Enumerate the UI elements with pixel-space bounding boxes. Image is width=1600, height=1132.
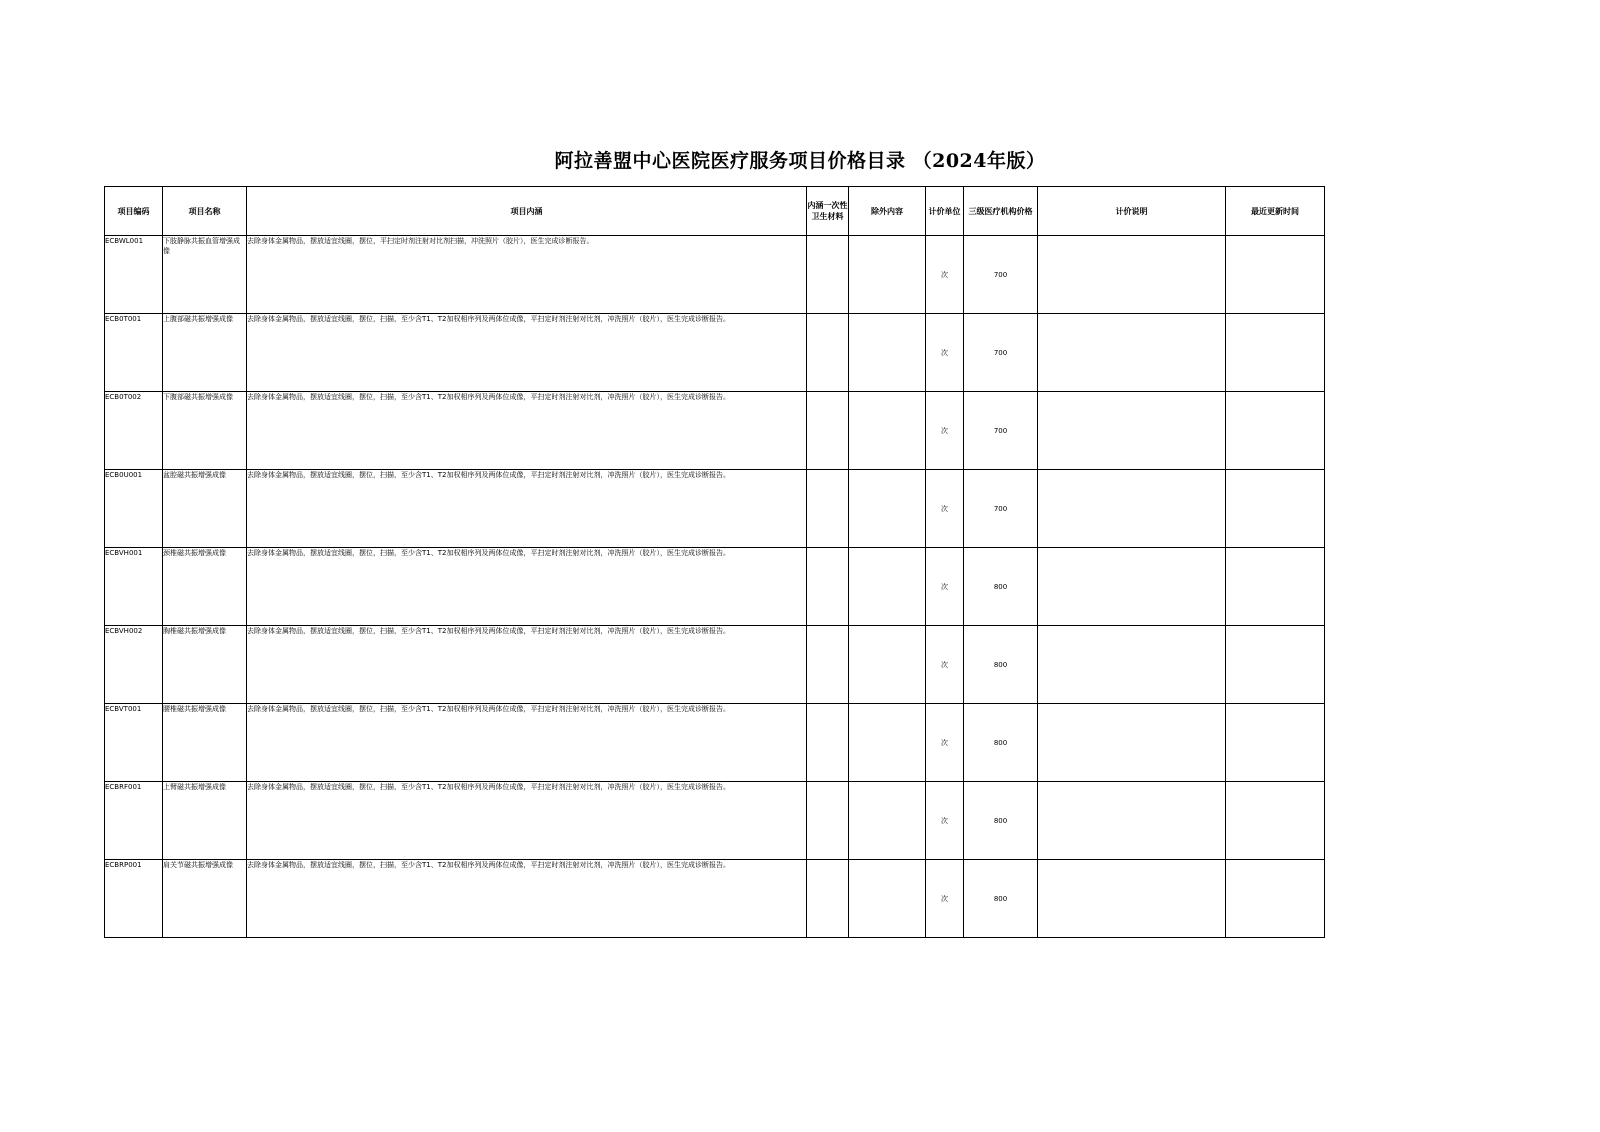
cell-content: 去除身体金属物品，摆放适宜线圈，摆位，扫描，至少含T1、T2加权相序列及两体位成像，平扫定时剂注射对比剂，冲洗照片（胶片），医生完成诊断报告。 bbox=[247, 548, 807, 626]
table-row bbox=[105, 626, 1325, 704]
cell-updated bbox=[1226, 392, 1325, 470]
cell-note bbox=[1038, 392, 1226, 470]
cell-name: 下肢静脉共振血管增强成像 bbox=[163, 236, 247, 314]
cell-consumable bbox=[807, 314, 849, 392]
table-row bbox=[105, 470, 1325, 548]
cell-content: 去除身体金属物品，摆放适宜线圈，摆位，扫描，至少含T1、T2加权相序列及两体位成像，平扫定时剂注射对比剂，冲洗照片（胶片），医生完成诊断报告。 bbox=[247, 626, 807, 704]
cell-price: 800 bbox=[964, 782, 1038, 860]
cell-note bbox=[1038, 236, 1226, 314]
cell-name: 上臂磁共振增强成像 bbox=[163, 782, 247, 860]
table-row bbox=[105, 392, 1325, 470]
cell-updated bbox=[1226, 782, 1325, 860]
cell-note bbox=[1038, 470, 1226, 548]
cell-name: 胸椎磁共振增强成像 bbox=[163, 626, 247, 704]
cell-updated bbox=[1226, 314, 1325, 392]
cell-unit: 次 bbox=[926, 314, 964, 392]
cell-code: ECBVH001 bbox=[105, 548, 163, 626]
cell-name: 上腹部磁共振增强成像 bbox=[163, 314, 247, 392]
header-name: 项目名称 bbox=[163, 187, 247, 236]
cell-content: 去除身体金属物品，摆放适宜线圈，摆位，扫描，至少含T1、T2加权相序列及两体位成像，平扫定时剂注射对比剂，冲洗照片（胶片），医生完成诊断报告。 bbox=[247, 860, 807, 938]
cell-name: 腰椎磁共振增强成像 bbox=[163, 704, 247, 782]
cell-code: ECBRP001 bbox=[105, 860, 163, 938]
cell-code: ECBVT001 bbox=[105, 704, 163, 782]
cell-name: 颈椎磁共振增强成像 bbox=[163, 548, 247, 626]
cell-name: 盆腔磁共振增强成像 bbox=[163, 470, 247, 548]
price-table bbox=[104, 186, 1325, 938]
cell-updated bbox=[1226, 470, 1325, 548]
header-note: 计价说明 bbox=[1038, 187, 1226, 236]
header-content: 项目内涵 bbox=[247, 187, 807, 236]
header-code: 项目编码 bbox=[105, 187, 163, 236]
cell-consumable bbox=[807, 626, 849, 704]
cell-price: 700 bbox=[964, 392, 1038, 470]
header-price: 三级医疗机构价格 bbox=[964, 187, 1038, 236]
cell-code: ECB0T002 bbox=[105, 392, 163, 470]
header-consumable: 内涵一次性卫生材料 bbox=[807, 187, 849, 236]
header-exclusion: 除外内容 bbox=[849, 187, 926, 236]
cell-unit: 次 bbox=[926, 860, 964, 938]
cell-updated bbox=[1226, 236, 1325, 314]
cell-exclusion bbox=[849, 314, 926, 392]
cell-note bbox=[1038, 704, 1226, 782]
cell-updated bbox=[1226, 626, 1325, 704]
header-row bbox=[105, 187, 1325, 236]
cell-note bbox=[1038, 860, 1226, 938]
cell-exclusion bbox=[849, 392, 926, 470]
cell-updated bbox=[1226, 860, 1325, 938]
table-row bbox=[105, 860, 1325, 938]
cell-note bbox=[1038, 782, 1226, 860]
cell-content: 去除身体金属物品，摆放适宜线圈，摆位，扫描，至少含T1、T2加权相序列及两体位成像，平扫定时剂注射对比剂，冲洗照片（胶片），医生完成诊断报告。 bbox=[247, 470, 807, 548]
cell-content: 去除身体金属物品，摆放适宜线圈，摆位，平扫定时剂注射对比剂扫描，冲洗照片（胶片），医生完成诊断报告。 bbox=[247, 236, 807, 314]
cell-consumable bbox=[807, 782, 849, 860]
cell-exclusion bbox=[849, 782, 926, 860]
cell-code: ECBWL001 bbox=[105, 236, 163, 314]
cell-price: 800 bbox=[964, 860, 1038, 938]
cell-note bbox=[1038, 548, 1226, 626]
cell-price: 800 bbox=[964, 704, 1038, 782]
cell-content: 去除身体金属物品，摆放适宜线圈，摆位，扫描，至少含T1、T2加权相序列及两体位成像，平扫定时剂注射对比剂，冲洗照片（胶片），医生完成诊断报告。 bbox=[247, 782, 807, 860]
header-updated: 最近更新时间 bbox=[1226, 187, 1325, 236]
cell-content: 去除身体金属物品，摆放适宜线圈，摆位，扫描，至少含T1、T2加权相序列及两体位成像，平扫定时剂注射对比剂，冲洗照片（胶片），医生完成诊断报告。 bbox=[247, 392, 807, 470]
cell-unit: 次 bbox=[926, 626, 964, 704]
cell-unit: 次 bbox=[926, 236, 964, 314]
cell-note bbox=[1038, 314, 1226, 392]
cell-content: 去除身体金属物品，摆放适宜线圈，摆位，扫描，至少含T1、T2加权相序列及两体位成像，平扫定时剂注射对比剂，冲洗照片（胶片），医生完成诊断报告。 bbox=[247, 314, 807, 392]
cell-price: 800 bbox=[964, 548, 1038, 626]
cell-consumable bbox=[807, 548, 849, 626]
cell-exclusion bbox=[849, 860, 926, 938]
cell-unit: 次 bbox=[926, 392, 964, 470]
cell-unit: 次 bbox=[926, 704, 964, 782]
cell-updated bbox=[1226, 704, 1325, 782]
cell-exclusion bbox=[849, 704, 926, 782]
cell-price: 700 bbox=[964, 314, 1038, 392]
cell-updated bbox=[1226, 548, 1325, 626]
cell-code: ECB0T001 bbox=[105, 314, 163, 392]
cell-code: ECBRF001 bbox=[105, 782, 163, 860]
table-row bbox=[105, 314, 1325, 392]
cell-exclusion bbox=[849, 548, 926, 626]
cell-exclusion bbox=[849, 470, 926, 548]
cell-name: 下腹部磁共振增强成像 bbox=[163, 392, 247, 470]
cell-consumable bbox=[807, 860, 849, 938]
cell-content: 去除身体金属物品，摆放适宜线圈，摆位，扫描，至少含T1、T2加权相序列及两体位成像，平扫定时剂注射对比剂，冲洗照片（胶片），医生完成诊断报告。 bbox=[247, 704, 807, 782]
cell-unit: 次 bbox=[926, 782, 964, 860]
table-row bbox=[105, 548, 1325, 626]
cell-exclusion bbox=[849, 236, 926, 314]
cell-exclusion bbox=[849, 626, 926, 704]
cell-consumable bbox=[807, 392, 849, 470]
cell-note bbox=[1038, 626, 1226, 704]
cell-price: 700 bbox=[964, 470, 1038, 548]
cell-code: ECB0U001 bbox=[105, 470, 163, 548]
cell-unit: 次 bbox=[926, 548, 964, 626]
cell-consumable bbox=[807, 470, 849, 548]
cell-unit: 次 bbox=[926, 470, 964, 548]
cell-code: ECBVH002 bbox=[105, 626, 163, 704]
cell-name: 肩关节磁共振增强成像 bbox=[163, 860, 247, 938]
table-row bbox=[105, 782, 1325, 860]
cell-consumable bbox=[807, 704, 849, 782]
cell-price: 800 bbox=[964, 626, 1038, 704]
cell-consumable bbox=[807, 236, 849, 314]
table-row bbox=[105, 236, 1325, 314]
page-title: 阿拉善盟中心医院医疗服务项目价格目录 （2024年版） bbox=[554, 150, 1046, 172]
cell-price: 700 bbox=[964, 236, 1038, 314]
header-unit: 计价单位 bbox=[926, 187, 964, 236]
table-row bbox=[105, 704, 1325, 782]
